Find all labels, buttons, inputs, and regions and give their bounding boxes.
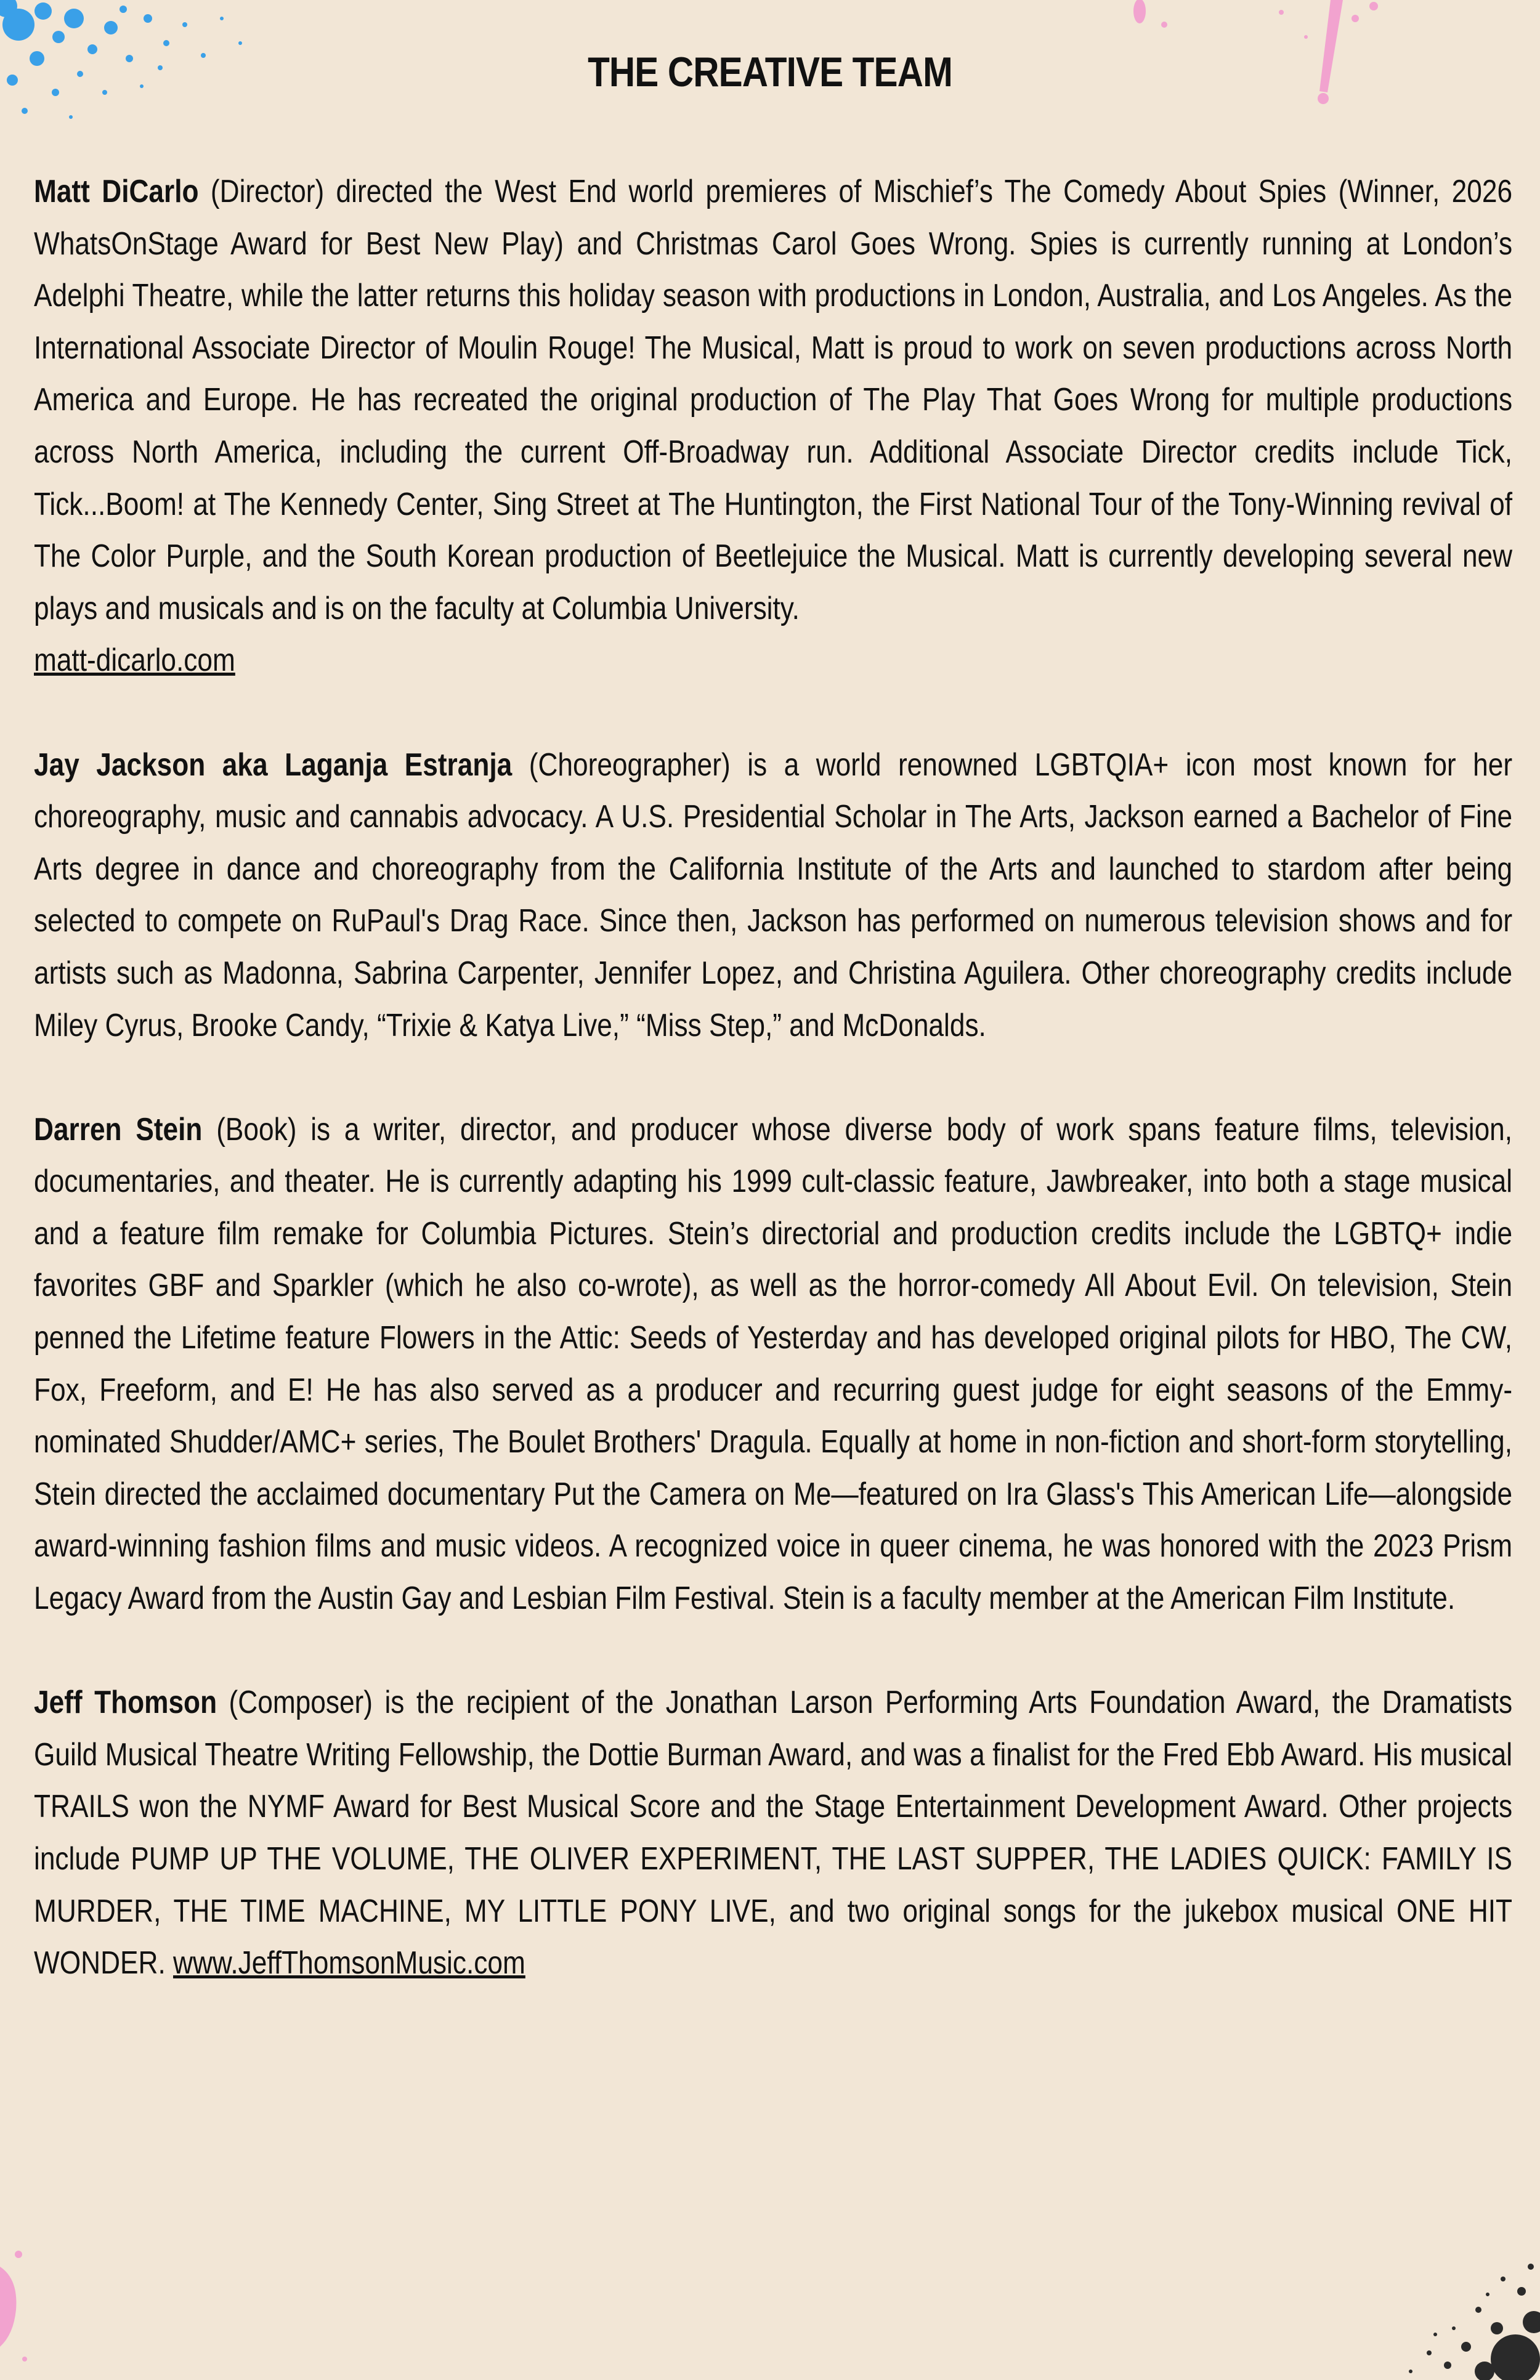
bio-text: (Director) directed the West End world premieres of Mischief’s The Comedy About Spies (Winner, 2026 WhatsOnStage Award for Best New Play) and Christmas Carol Goes Wrong. Spies is currently running at London’s Adelphi Theatre, while the latter returns this holiday season with productions in London, Australia, and Los Angeles. As the International Associate Director of Moulin Rouge! The Musical, Matt is proud to work on seven productions across North America and Europe. He has recreated the original production of The Play That Goes Wrong for multiple productions across North America, including the current Off-Broadway run. Additional Associate Director credits include Tick, Tick...Boom! at The Kennedy Center, Sing Street at The Huntington, the First National Tour of the Tony-Winning revival of The Color Purple, and the South Korean production of Beetlejuice the Musical. Matt is currently developing several new plays and musicals and is on the faculty at Columbia University. [34,173,1513,626]
pink-splatter-streak [0,2251,27,2362]
bio-matt-dicarlo [34,165,1512,686]
pink-paint-splatter-left [0,2242,55,2380]
bio-text: (Choreographer) is a world renowned LGBTQIA+ icon most known for her choreography, music and cannabis advocacy. A U.S. Presidential Scholar in The Arts, Jackson earned a Bachelor of Fine Arts degree in dance and choreography from the California Institute of the Arts and launched to stardom after being selected to compete on RuPaul's Drag Race. Since then, Jackson has performed on numerous television shows and for artists such as Madonna, Sabrina Carpenter, Jennifer Lopez, and Christina Aguilera. Other choreography credits include Miley Cyrus, Brooke Candy, “Trixie & Katya Live,” “Miss Step,” and McDonalds. [34,746,1513,1043]
bio-name: Jay Jackson aka Laganja Estranja [34,746,513,782]
website-link[interactable]: matt-dicarlo.com [34,642,235,678]
black-paint-splatter [1355,2211,1540,2380]
page-title: THE CREATIVE TEAM [588,49,952,95]
bio-name: Jeff Thomson [34,1684,217,1720]
bio-jay-jackson [34,739,1512,1051]
website-link[interactable]: www.JeffThomsonMusic.com [173,1945,525,1981]
bio-jeff-thomson [34,1676,1512,1989]
bio-name: Matt DiCarlo [34,173,199,209]
bios-section [34,165,1512,2041]
bio-text: (Book) is a writer, director, and producer whose diverse body of work spans feature films, television, documentaries, and theater. He is currently adapting his 1999 cult-classic feature, Jawbreaker, into both a stage musical and a feature film remake for Columbia Pictures. Stein’s directorial and production credits include the LGBTQ+ indie favorites GBF and Sparkler (which he also co-wrote), as well as the horror-comedy All About Evil. On television, Stein penned the Lifetime feature Flowers in the Attic: Seeds of Yesterday and has developed original pilots for HBO, The CW, Fox, Freeform, and E! He has also served as a producer and recurring guest judge for eight seasons of the Emmy-nominated Shudder/AMC+ series, The Boulet Brothers' Dragula. Equally at home in non-fiction and short-form storytelling, Stein directed the acclaimed documentary Put the Camera on Me—featured on Ira Glass's This American Life—alongside award-winning fashion films and music videos. A recognized voice in queer cinema, he was honored with the 2023 Prism Legacy Award from the Austin Gay and Lesbian Film Festival. Stein is a faculty member at the American Film Institute. [34,1111,1513,1616]
bio-text: (Composer) is the recipient of the Jonathan Larson Performing Arts Foundation Award, the Dramatists Guild Musical Theatre Writing Fellowship, the Dottie Burman Award, and was a finalist for the Fred Ebb Award. His musical TRAILS won the NYMF Award for Best Musical Score and the Stage Entertainment Development Award. Other projects include PUMP UP THE VOLUME, THE OLIVER EXPERIMENT, THE LAST SUPPER, THE LADIES QUICK: FAMILY IS MURDER, THE TIME MACHINE, MY LITTLE PONY LIVE, and two original songs for the jukebox musical ONE HIT WONDER. [34,1684,1513,1981]
bio-darren-stein [34,1103,1512,1624]
black-splatter-dots [1409,2264,1540,2380]
bio-name: Darren Stein [34,1111,203,1147]
